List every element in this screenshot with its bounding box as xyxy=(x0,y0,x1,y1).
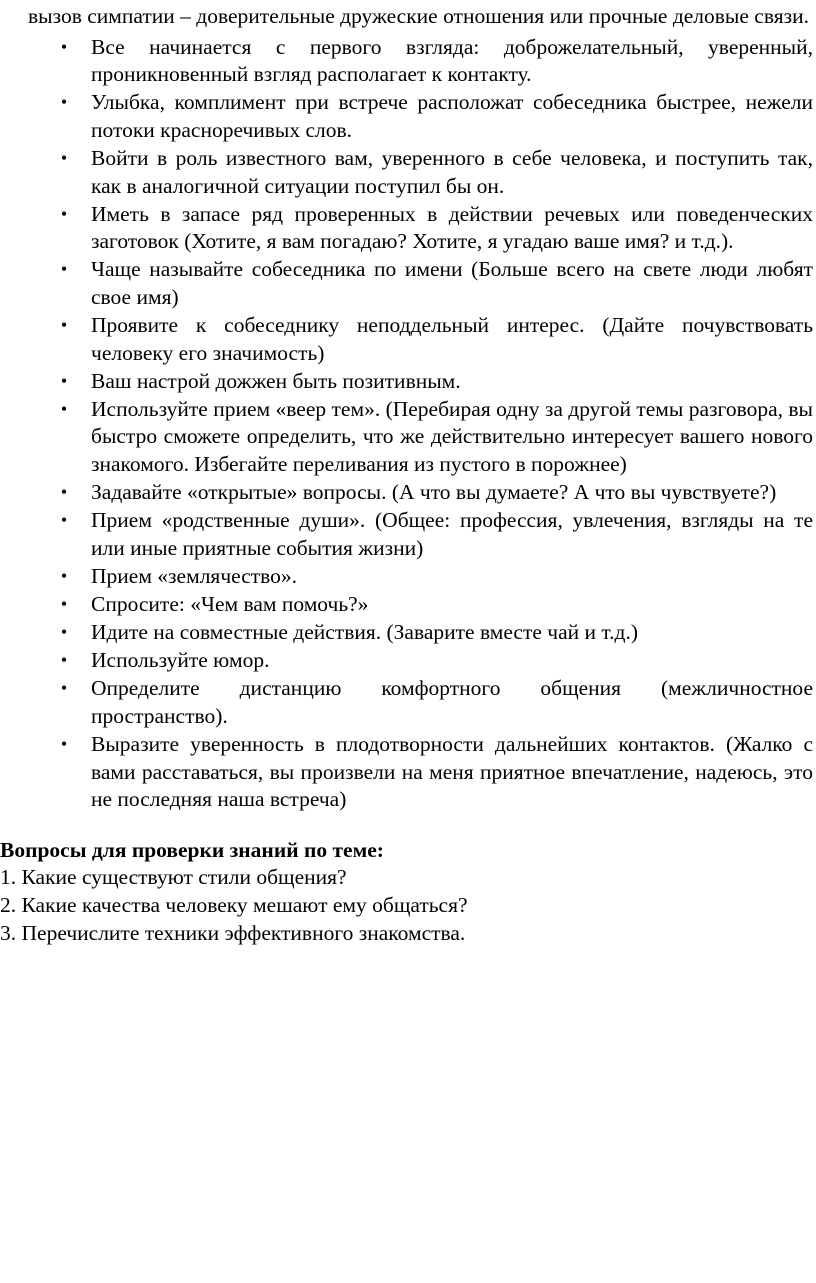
list-item xyxy=(0,89,813,144)
list-item-text: Задавайте «открытые» вопросы. (А что вы думаете? А что вы чувствуете?) xyxy=(91,480,777,505)
list-item xyxy=(0,563,813,591)
list-item-text: Иметь в запасе ряд проверенных в действии речевых или поведенческих заготовок (Хотите, я вам погадаю? Хотите, я угадаю ваше имя? и т.д.). xyxy=(91,201,813,254)
list-item-text: Чаще называйте собеседника по имени (Больше всего на свете люди любят свое имя) xyxy=(91,257,813,309)
bullet-icon: • xyxy=(60,203,68,224)
bullet-icon: • xyxy=(60,36,68,57)
list-item-text: Прием «землячество». xyxy=(91,563,298,588)
bullet-icon: • xyxy=(60,733,68,754)
bullet-icon: • xyxy=(60,482,68,503)
list-item-text: Прием «родственные души». (Общее: профессия, увлечения, взгляды на те или иные приятные события жизни) xyxy=(91,508,813,560)
list-item-text: Все начинается с первого взгляда: доброжелательный, уверенный, проникновенный взгляд располагает к контакту. xyxy=(91,34,813,87)
list-item-text: Используйте юмор. xyxy=(91,648,270,673)
list-item xyxy=(0,368,813,396)
list-item-text: Ваш настрой дожжен быть позитивным. xyxy=(91,368,461,393)
list-item xyxy=(0,507,813,562)
bullet-icon: • xyxy=(60,678,68,699)
list-item xyxy=(0,619,813,647)
bullet-icon: • xyxy=(60,622,68,643)
bullet-icon: • xyxy=(60,650,68,671)
bullet-icon: • xyxy=(60,147,68,168)
bullet-icon: • xyxy=(60,593,68,614)
bullet-icon: • xyxy=(60,370,68,391)
list-item xyxy=(0,396,813,479)
intro-paragraph: вызов симпатии – доверительные дружеские отношения или прочные деловые связи. xyxy=(28,4,809,28)
list-item xyxy=(0,201,813,256)
question-item: 1. Какие существуют стили общения? xyxy=(0,865,347,890)
list-item-text: Войти в роль известного вам, уверенного в себе человека, и поступить так, как в аналогичной ситуации поступил бы он. xyxy=(91,145,813,198)
list-item-text: Проявите к собеседнику неподдельный интерес. (Дайте почувствовать человеку его значимость) xyxy=(91,313,813,365)
list-item-text: Определите дистанцию комфортного общения (межличностное пространство). xyxy=(91,676,813,728)
document-page xyxy=(0,3,816,947)
list-item xyxy=(0,256,813,311)
list-item xyxy=(0,34,813,89)
bullet-icon: • xyxy=(60,565,68,586)
question-item: 3. Перечислите техники эффективного знакомства. xyxy=(0,920,466,945)
list-item xyxy=(0,145,813,200)
list-item xyxy=(0,675,813,730)
list-item xyxy=(0,731,813,814)
question-item: 2. Какие качества человеку мешают ему общаться? xyxy=(0,892,468,917)
list-item-text: Улыбка, комплимент при встрече расположат собеседника быстрее, нежели потоки красноречивых слов. xyxy=(91,90,813,142)
questions-list xyxy=(0,864,816,947)
list-item xyxy=(0,312,813,367)
bullet-icon: • xyxy=(60,259,68,280)
bullet-icon: • xyxy=(60,315,68,336)
techniques-list xyxy=(0,34,816,814)
list-item xyxy=(0,647,813,675)
bullet-icon: • xyxy=(60,92,68,113)
bullet-icon: • xyxy=(60,398,68,419)
list-item-text: Используйте прием «веер тем». (Перебирая одну за другой темы разговора, вы быстро сможете определить, что же действительно интересует вашего нового знакомого. Избегайте переливания из пустого в порожнее) xyxy=(91,396,813,476)
list-item-text: Спросите: «Чем вам помочь?» xyxy=(91,591,369,616)
list-item-text: Выразите уверенность в плодотворности дальнейших контактов. (Жалко с вами расставаться, вы произвели на меня приятное впечатление, надеюсь, это не последняя наша встреча) xyxy=(91,731,813,812)
list-item xyxy=(0,479,813,507)
bullet-icon: • xyxy=(60,510,68,531)
questions-heading: Вопросы для проверки знаний по теме: xyxy=(0,837,384,862)
list-item-text: Идите на совместные действия. (Заварите вместе чай и т.д.) xyxy=(91,620,639,645)
list-item xyxy=(0,591,813,619)
